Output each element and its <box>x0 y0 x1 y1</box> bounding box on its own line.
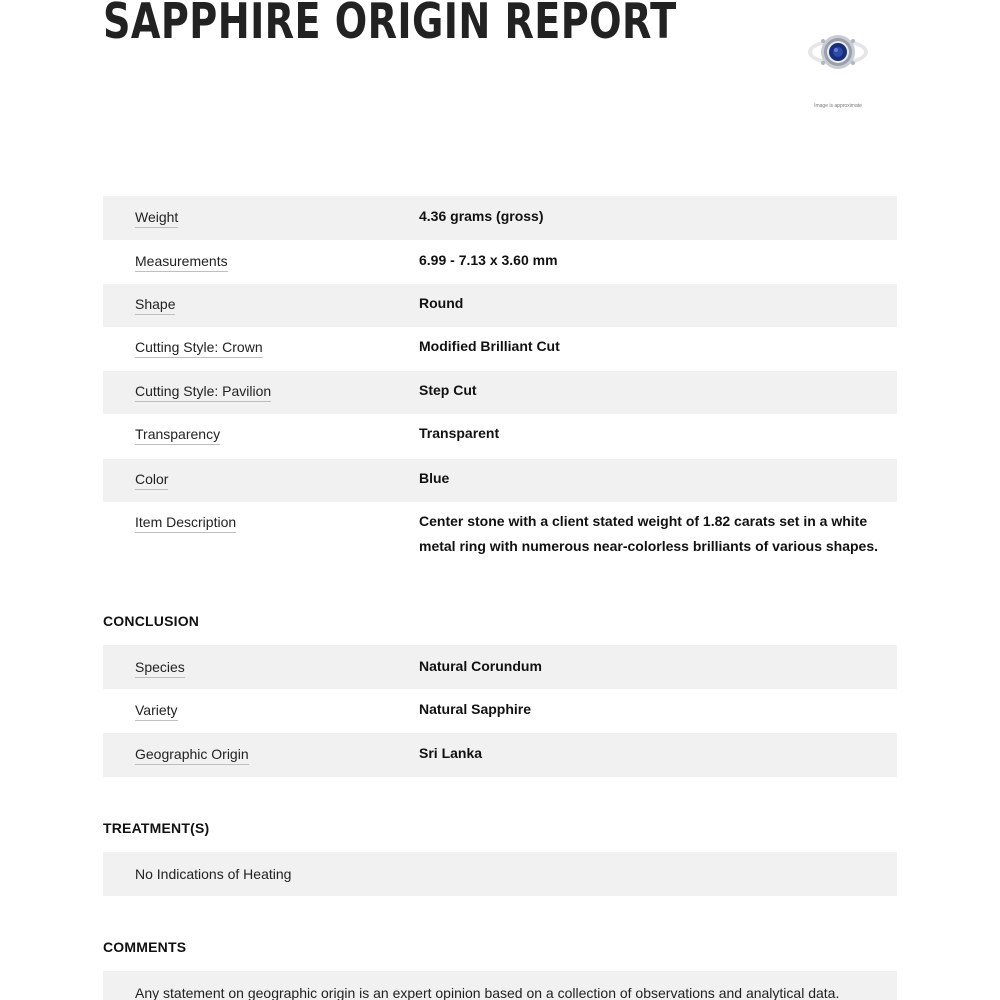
sapphire-ring-image <box>806 28 870 76</box>
treatments-row <box>103 852 897 896</box>
table-row <box>103 371 897 414</box>
image-caption: Image is approximate <box>814 103 862 109</box>
row-value: Step Cut <box>419 382 477 398</box>
row-value: 6.99 - 7.13 x 3.60 mm <box>419 252 558 268</box>
row-value: Natural Sapphire <box>419 701 532 717</box>
comments-heading: COMMENTS <box>103 939 187 955</box>
row-value: Natural Corundum <box>419 658 542 674</box>
row-label: Species <box>135 658 185 678</box>
row-value: Modified Brilliant Cut <box>419 338 560 354</box>
row-label: Weight <box>135 208 178 228</box>
comments-row <box>103 971 897 1000</box>
table-row <box>103 327 897 371</box>
table-row <box>103 502 897 574</box>
treatment-text: No Indications of Heating <box>135 866 292 882</box>
comments-text: Any statement on geographic origin is an expert opinion based on a collection of observations and analytical data. <box>135 985 840 1000</box>
report-title: SAPPHIRE ORIGIN REPORT <box>103 0 677 50</box>
table-row <box>103 240 897 284</box>
details-table <box>103 196 897 574</box>
row-label: Geographic Origin <box>135 745 249 765</box>
table-row <box>103 689 897 733</box>
item-description-value: Center stone with a client stated weight of 1.82 carats set in a white metal ring with numerous near-colorless brilliants of various shapes. <box>419 513 879 554</box>
row-value: 4.36 grams (gross) <box>419 208 544 224</box>
row-label: Cutting Style: Pavilion <box>135 382 271 402</box>
table-row <box>103 733 897 777</box>
row-value: Sri Lanka <box>419 745 483 761</box>
row-value: Transparent <box>419 425 500 441</box>
row-label: Variety <box>135 701 178 721</box>
row-value: Round <box>419 295 464 311</box>
row-value: Blue <box>419 470 450 486</box>
conclusion-heading: CONCLUSION <box>103 613 200 629</box>
row-label: Measurements <box>135 252 228 272</box>
table-row <box>103 459 897 502</box>
table-row <box>103 284 897 327</box>
row-label: Item Description <box>135 513 236 533</box>
table-row <box>103 196 897 240</box>
row-label: Cutting Style: Crown <box>135 338 263 358</box>
row-label: Shape <box>135 295 175 315</box>
row-label: Color <box>135 470 168 490</box>
table-row <box>103 645 897 689</box>
conclusion-table <box>103 645 897 777</box>
row-label: Transparency <box>135 425 220 445</box>
treatments-heading: TREATMENT(S) <box>103 820 210 836</box>
table-row <box>103 414 897 459</box>
